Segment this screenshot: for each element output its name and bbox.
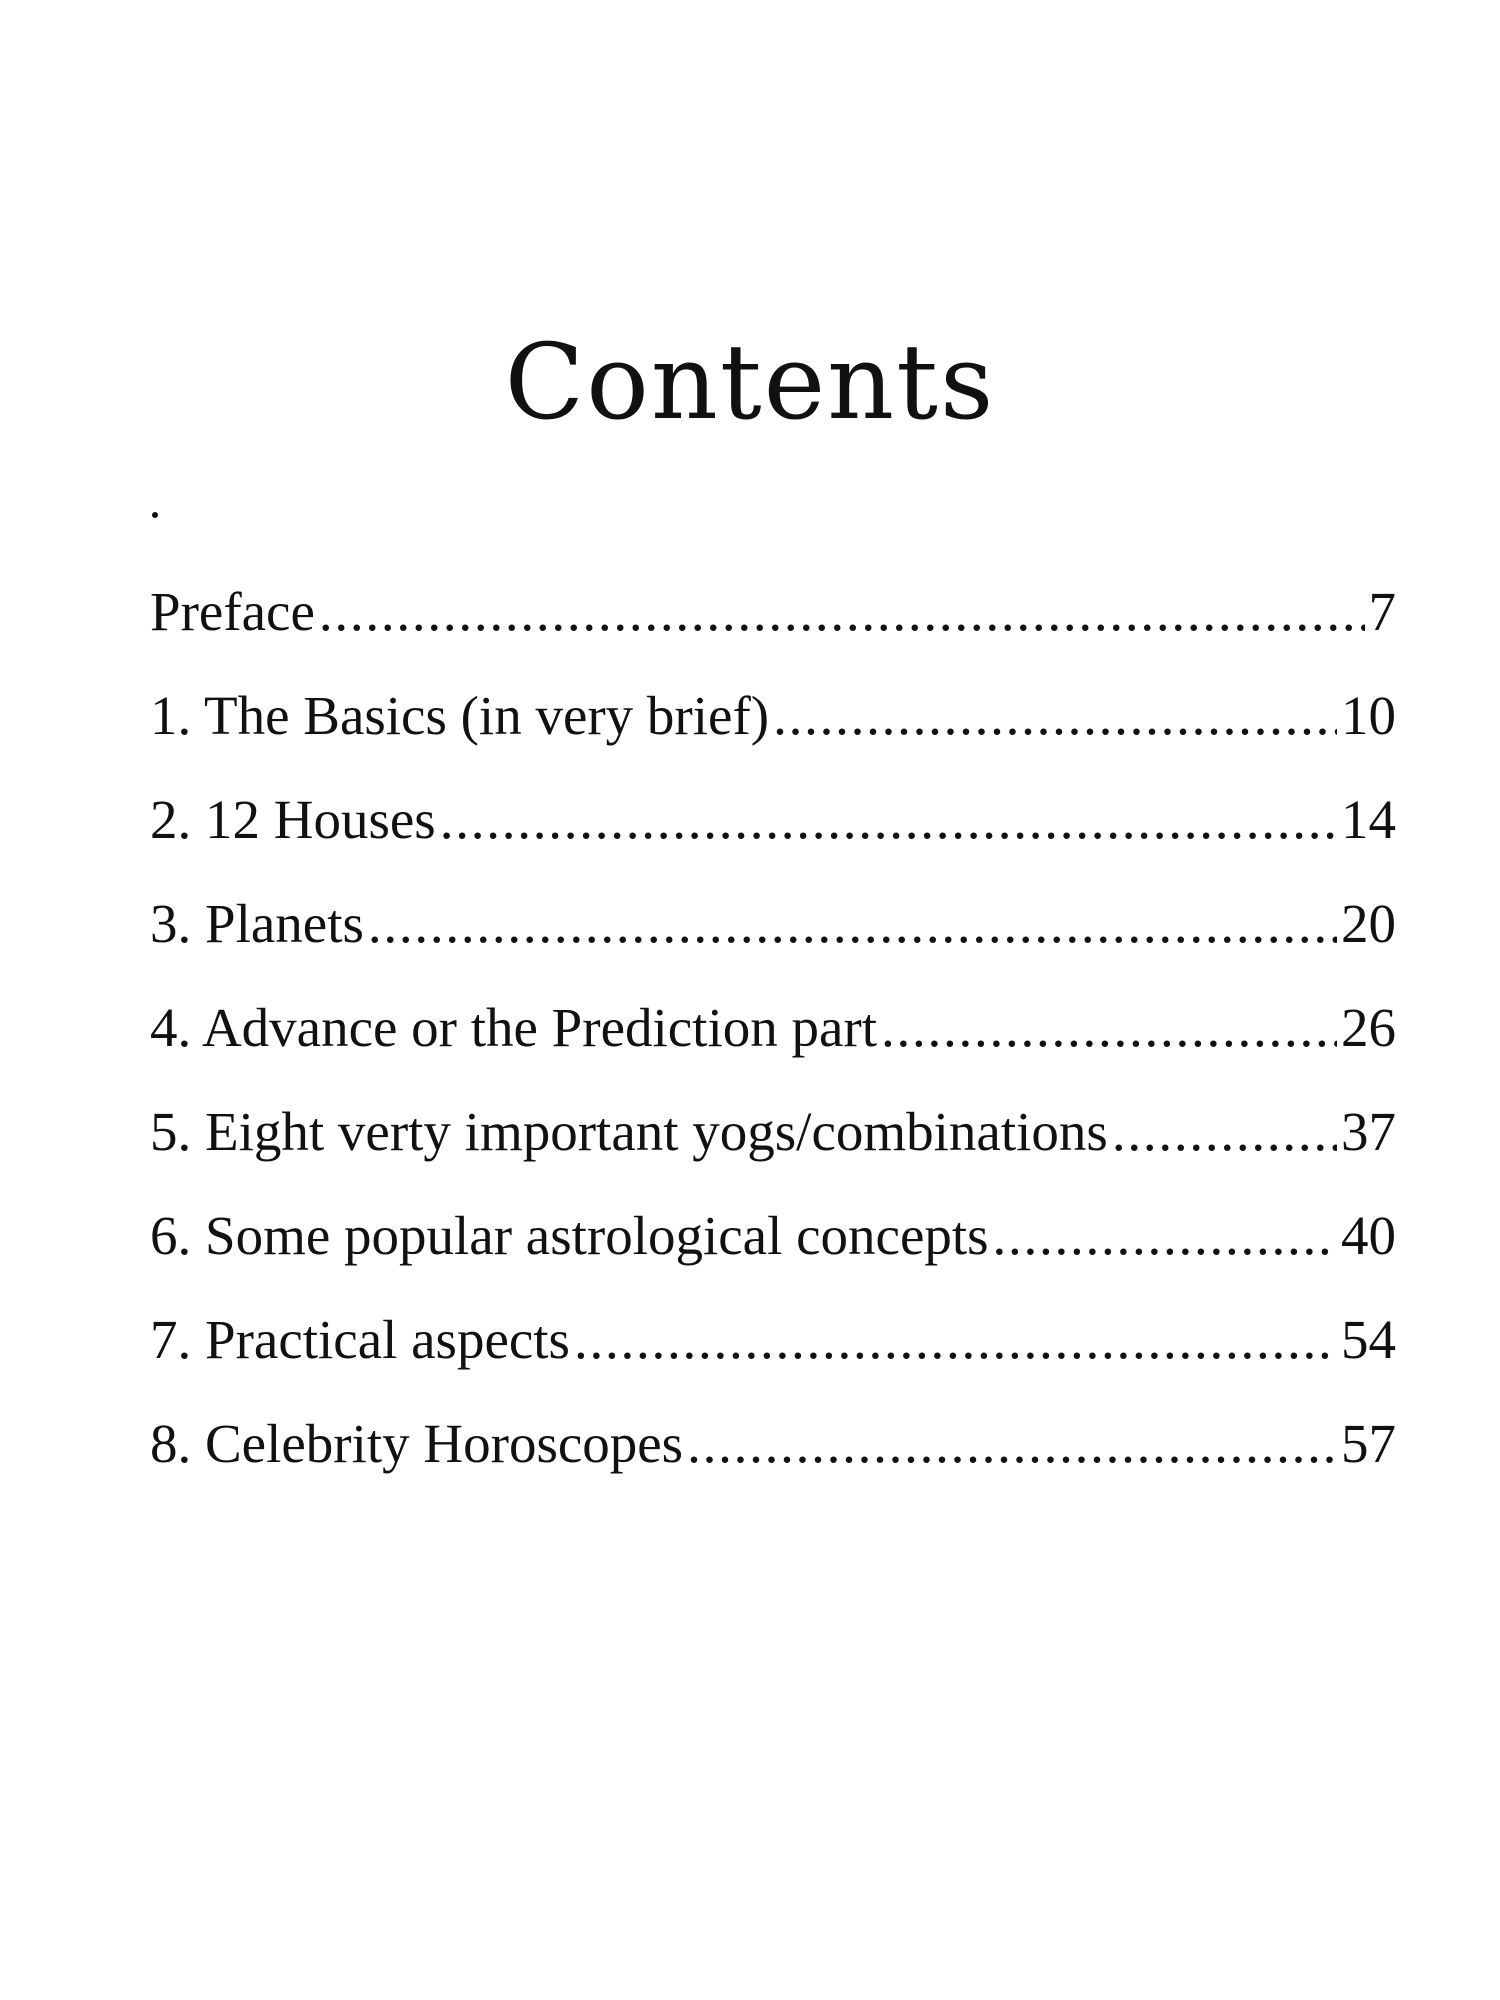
toc-entry-preface (150, 560, 1396, 664)
toc-entry-chapter-6 (150, 1184, 1396, 1288)
toc-entry-title: Preface (150, 581, 315, 642)
toc-entry-chapter-4 (150, 976, 1396, 1080)
toc-page-number: 20 (1341, 893, 1396, 954)
stray-dot-mark (152, 512, 158, 518)
toc-entry-title: 8. Celebrity Horoscopes (150, 1413, 684, 1474)
toc-entry-title: 5. Eight verty important yogs/combinations (150, 1101, 1108, 1162)
toc-dot-leader (440, 768, 1337, 872)
toc-dot-leader (319, 560, 1365, 664)
toc-entry-title: 4. Advance or the Prediction part (150, 997, 878, 1058)
toc-page-number: 10 (1341, 685, 1396, 746)
toc-entry-chapter-3 (150, 872, 1396, 976)
toc-dot-leader (574, 1288, 1337, 1392)
toc-page-number: 40 (1341, 1205, 1396, 1266)
toc-entry-title: 2. 12 Houses (150, 789, 436, 850)
toc-dot-leader (993, 1184, 1337, 1288)
toc-entry-chapter-1 (150, 664, 1396, 768)
toc-page-number: 7 (1368, 581, 1396, 642)
toc-page-number: 57 (1341, 1413, 1396, 1474)
toc-entry-chapter-8 (150, 1392, 1396, 1496)
toc-dot-leader (881, 976, 1337, 1080)
table-of-contents (150, 560, 1396, 1496)
page-title: Contents (504, 321, 996, 443)
toc-page-number: 37 (1341, 1101, 1396, 1162)
toc-entry-title: 1. The Basics (in very brief) (150, 685, 770, 746)
toc-entry-title: 7. Practical aspects (150, 1309, 570, 1370)
toc-dot-leader (368, 872, 1337, 976)
toc-entry-chapter-7 (150, 1288, 1396, 1392)
toc-page-number: 54 (1341, 1309, 1396, 1370)
toc-dot-leader (1112, 1080, 1337, 1184)
toc-entry-chapter-2 (150, 768, 1396, 872)
toc-page-number: 14 (1341, 789, 1396, 850)
toc-page-number: 26 (1341, 997, 1396, 1058)
toc-dot-leader (687, 1392, 1337, 1496)
toc-entry-title: 3. Planets (150, 893, 364, 954)
toc-entry-title: 6. Some popular astrological concepts (150, 1205, 989, 1266)
toc-dot-leader (773, 664, 1337, 768)
toc-entry-chapter-5 (150, 1080, 1396, 1184)
